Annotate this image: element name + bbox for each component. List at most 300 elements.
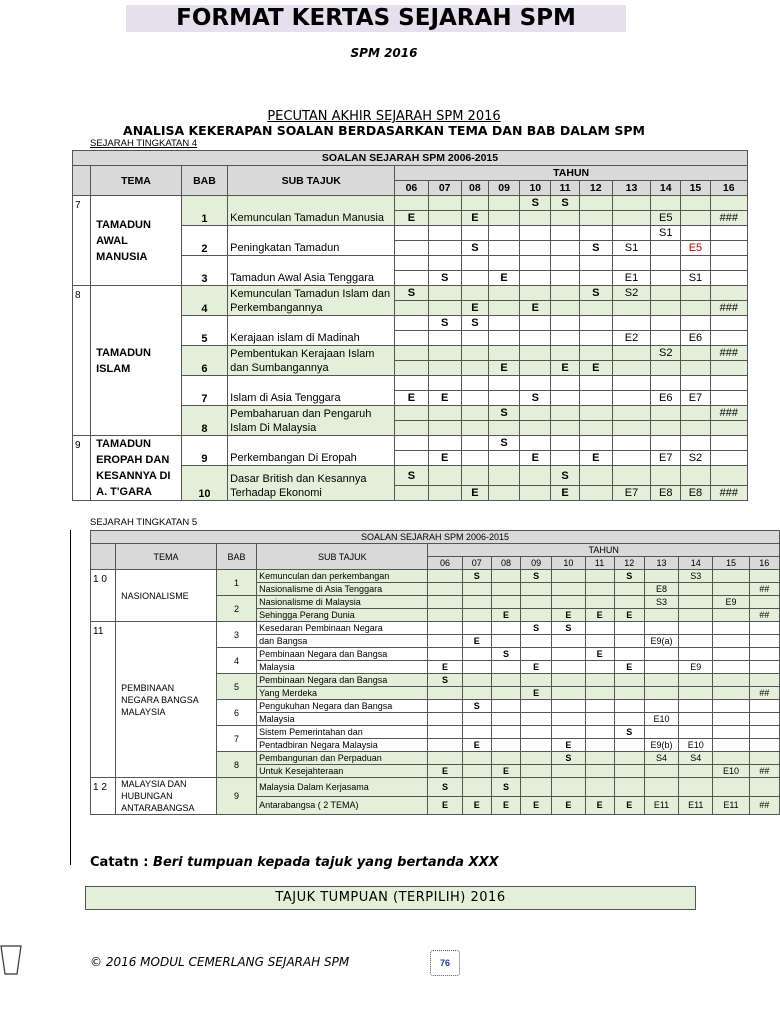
year-cell (462, 687, 491, 700)
note-label: Catatn : (90, 855, 154, 870)
year-cell (428, 196, 461, 211)
year-cell: E (488, 271, 519, 286)
year-cell (612, 346, 650, 361)
year-cell (491, 700, 520, 713)
year-cell (488, 466, 519, 486)
year-cell (614, 778, 644, 797)
year-cell (713, 752, 749, 765)
year-cell (461, 346, 488, 361)
year-cell (713, 661, 749, 674)
year-cell (551, 211, 579, 226)
year-cell (749, 739, 779, 752)
year-cell (710, 376, 747, 391)
year-cell: E (552, 609, 585, 622)
bab-number: 8 (181, 406, 227, 436)
year-cell (579, 271, 612, 286)
sub-topic: Pembentukan Kerajaan Islam dan Sumbangannya (228, 346, 395, 376)
year-cell (585, 778, 614, 797)
year-cell (395, 346, 428, 361)
year-cell (651, 316, 681, 331)
sub-topic: Kesedaran Pembinaan Negara (257, 622, 428, 635)
year-cell (713, 609, 749, 622)
year-cell (681, 211, 710, 226)
year-cell (552, 570, 585, 583)
year-cell: E (395, 391, 428, 406)
sub-topic: Pembinaan Negara dan Bangsa (257, 674, 428, 687)
year-cell (491, 726, 520, 739)
theme-number: 11 (91, 622, 116, 778)
focus-title-box: TAJUK TUMPUAN (TERPILIH) 2016 (85, 886, 696, 910)
year-cell (428, 713, 462, 726)
year-cell: S (395, 466, 428, 486)
year-cell (579, 421, 612, 436)
theme-name: PEMBINAAN NEGARA BANGSA MALAYSIA (116, 622, 217, 778)
year-cell (612, 211, 650, 226)
year-cell (713, 648, 749, 661)
year-cell (521, 648, 552, 661)
year-cell (612, 361, 650, 376)
year-cell (461, 196, 488, 211)
bab-number: 7 (181, 376, 227, 406)
year-cell (461, 436, 488, 451)
year-cell (428, 648, 462, 661)
year-cell (551, 421, 579, 436)
year-cell (520, 226, 551, 241)
year-cell (520, 316, 551, 331)
year-cell: S (552, 622, 585, 635)
section-subheading: ANALISA KEKERAPAN SOALAN BERDASARKAN TEMA DAN BAB DALAM SPM (123, 123, 645, 138)
year-cell (679, 609, 713, 622)
year-cell (749, 635, 779, 648)
year-cell (488, 331, 519, 346)
year-cell (651, 361, 681, 376)
year-cell (551, 391, 579, 406)
year-cell (552, 726, 585, 739)
bab-number: 3 (216, 622, 256, 648)
year-cell (681, 256, 710, 271)
year-cell: E7 (651, 451, 681, 466)
year-cell (461, 451, 488, 466)
year-cell: E10 (679, 739, 713, 752)
table-row (91, 778, 780, 797)
year-cell (428, 301, 461, 316)
year-cell (428, 700, 462, 713)
year-cell (491, 687, 520, 700)
year-cell: S (428, 271, 461, 286)
year-cell (710, 286, 747, 301)
year-cell (551, 301, 579, 316)
year-cell (579, 406, 612, 421)
column-header-tahun: TAHUN (428, 544, 780, 557)
sub-topic: Kemunculan Tamadun Manusia (228, 196, 395, 226)
year-cell (521, 752, 552, 765)
theme-name: TAMADUN ISLAM (91, 286, 182, 436)
year-cell (521, 726, 552, 739)
year-cell (681, 436, 710, 451)
sub-topic: Untuk Kesejahteraan (257, 765, 428, 778)
year-cell (614, 700, 644, 713)
year-cell (644, 674, 678, 687)
year-cell (644, 726, 678, 739)
year-cell (395, 301, 428, 316)
year-cell: E9 (713, 596, 749, 609)
year-cell (488, 486, 519, 501)
year-cell (521, 778, 552, 797)
year-cell: S2 (612, 286, 650, 301)
bab-number: 5 (216, 674, 256, 700)
year-cell (679, 596, 713, 609)
year-cell: ## (749, 765, 779, 778)
year-cell (644, 778, 678, 797)
year-cell: E5 (651, 211, 681, 226)
sub-topic: Perkembangan Di Eropah (228, 436, 395, 466)
year-cell (462, 583, 491, 596)
year-cell (462, 596, 491, 609)
year-cell: ## (749, 687, 779, 700)
year-cell (551, 316, 579, 331)
page-number: 76 (430, 950, 460, 976)
margin-rule (70, 530, 71, 865)
year-cell (488, 301, 519, 316)
note-text: Beri tumpuan kepada tajuk yang bertanda XXX (153, 855, 499, 870)
year-header: 07 (428, 181, 461, 196)
year-cell (679, 635, 713, 648)
year-cell (710, 331, 747, 346)
header-blank (73, 166, 91, 196)
year-cell (521, 765, 552, 778)
year-cell (713, 622, 749, 635)
year-header: 12 (579, 181, 612, 196)
year-cell: E9(b) (644, 739, 678, 752)
year-cell (585, 583, 614, 596)
year-cell: E (614, 796, 644, 815)
year-cell (681, 466, 710, 486)
year-cell (614, 583, 644, 596)
year-cell: E5 (681, 241, 710, 256)
year-cell: S4 (644, 752, 678, 765)
year-cell (491, 570, 520, 583)
sub-topic: Kemunculan Tamadun Islam dan Perkembangannya (228, 286, 395, 316)
sub-topic: Malaysia (257, 661, 428, 674)
year-cell (551, 436, 579, 451)
bab-number: 3 (181, 256, 227, 286)
year-cell: S (521, 622, 552, 635)
year-cell: S (461, 241, 488, 256)
year-cell (651, 301, 681, 316)
year-cell (612, 316, 650, 331)
year-cell: S (551, 196, 579, 211)
year-cell: S (579, 286, 612, 301)
year-cell: E (520, 301, 551, 316)
year-cell: E (428, 451, 461, 466)
year-cell (585, 752, 614, 765)
year-cell (462, 765, 491, 778)
year-cell (651, 196, 681, 211)
year-cell: S (520, 391, 551, 406)
table-row (73, 436, 748, 451)
year-cell (651, 466, 681, 486)
year-header: 09 (488, 181, 519, 196)
bab-number: 5 (181, 316, 227, 346)
table-row (91, 622, 780, 635)
year-cell (681, 316, 710, 331)
year-cell (749, 726, 779, 739)
table-row (73, 196, 748, 211)
year-cell (488, 391, 519, 406)
year-cell: E7 (612, 486, 650, 501)
year-cell (552, 583, 585, 596)
year-header: 11 (585, 557, 614, 570)
year-cell (461, 286, 488, 301)
year-cell (713, 635, 749, 648)
year-cell: E (521, 661, 552, 674)
theme-name: TAMADUN AWAL MANUSIA (91, 196, 182, 286)
year-cell (679, 674, 713, 687)
year-cell (681, 196, 710, 211)
year-cell: S2 (681, 451, 710, 466)
year-cell (681, 286, 710, 301)
year-cell (579, 211, 612, 226)
year-header: 16 (749, 557, 779, 570)
year-cell: S (491, 778, 520, 797)
year-cell (428, 486, 461, 501)
year-cell (521, 596, 552, 609)
year-cell (461, 421, 488, 436)
year-cell (551, 271, 579, 286)
year-cell (461, 226, 488, 241)
year-cell (710, 466, 747, 486)
year-cell: E (579, 361, 612, 376)
sub-topic: Malaysia (257, 713, 428, 726)
year-header: 16 (710, 181, 747, 196)
year-cell: E8 (651, 486, 681, 501)
year-cell (713, 739, 749, 752)
sub-topic: Kemunculan dan perkembangan (257, 570, 428, 583)
year-cell: E (395, 211, 428, 226)
year-cell (491, 713, 520, 726)
year-cell (395, 316, 428, 331)
year-header: 07 (462, 557, 491, 570)
year-cell: E (551, 361, 579, 376)
sub-topic: Peningkatan Tamadun (228, 226, 395, 256)
sub-topic: Pembangunan dan Perpaduan (257, 752, 428, 765)
year-cell (585, 661, 614, 674)
year-cell (488, 451, 519, 466)
year-header: 15 (713, 557, 749, 570)
year-cell (713, 726, 749, 739)
year-cell (488, 226, 519, 241)
year-cell (521, 609, 552, 622)
table-caption: SOALAN SEJARAH SPM 2006-2015 (91, 531, 780, 544)
bab-number: 6 (181, 346, 227, 376)
year-cell: S (488, 436, 519, 451)
year-cell (644, 648, 678, 661)
year-cell (552, 661, 585, 674)
sub-topic: Kerajaan islam di Madinah (228, 316, 395, 346)
year-cell: E (428, 391, 461, 406)
year-cell (713, 700, 749, 713)
year-cell (428, 583, 462, 596)
year-cell (681, 376, 710, 391)
year-cell: E (461, 211, 488, 226)
year-cell (612, 196, 650, 211)
year-cell (579, 226, 612, 241)
year-cell (710, 451, 747, 466)
year-cell: ## (749, 796, 779, 815)
year-cell (462, 609, 491, 622)
year-cell: E2 (612, 331, 650, 346)
year-cell (521, 674, 552, 687)
year-cell (644, 570, 678, 583)
year-cell: E8 (644, 583, 678, 596)
year-cell (428, 376, 461, 391)
year-cell (579, 331, 612, 346)
year-cell (551, 241, 579, 256)
year-header: 14 (679, 557, 713, 570)
year-cell (612, 256, 650, 271)
year-cell (612, 376, 650, 391)
year-cell (488, 211, 519, 226)
year-cell (552, 713, 585, 726)
year-cell (679, 713, 713, 726)
year-cell (552, 765, 585, 778)
year-cell: S (579, 241, 612, 256)
year-cell (651, 436, 681, 451)
year-cell (461, 466, 488, 486)
year-cell (749, 622, 779, 635)
theme-name: MALAYSIA DAN HUBUNGAN ANTARABANGSA (116, 778, 217, 815)
year-header: 13 (644, 557, 678, 570)
year-header: 14 (651, 181, 681, 196)
year-cell (461, 256, 488, 271)
year-cell (462, 752, 491, 765)
year-cell: ### (710, 211, 747, 226)
year-cell: S (614, 726, 644, 739)
theme-number: 9 (73, 436, 91, 501)
year-cell: E (462, 635, 491, 648)
year-cell (551, 406, 579, 421)
year-cell (551, 451, 579, 466)
year-cell (681, 226, 710, 241)
year-cell: S (395, 286, 428, 301)
form4-table (72, 150, 748, 501)
year-cell (585, 739, 614, 752)
year-cell: E (585, 796, 614, 815)
year-cell (651, 331, 681, 346)
year-cell (614, 596, 644, 609)
year-cell: E (488, 361, 519, 376)
year-header: 09 (521, 557, 552, 570)
year-cell (462, 622, 491, 635)
year-cell: S3 (679, 570, 713, 583)
year-cell (428, 361, 461, 376)
theme-number: 1 0 (91, 570, 116, 622)
year-cell: S (428, 778, 462, 797)
year-cell: E8 (681, 486, 710, 501)
year-cell (651, 421, 681, 436)
year-cell (551, 331, 579, 346)
year-cell (552, 687, 585, 700)
year-cell (521, 739, 552, 752)
year-cell (749, 778, 779, 797)
year-cell (491, 661, 520, 674)
year-cell (461, 391, 488, 406)
year-cell (491, 739, 520, 752)
year-cell (710, 361, 747, 376)
year-cell (428, 739, 462, 752)
year-cell (749, 713, 779, 726)
note (90, 855, 499, 870)
year-cell (552, 635, 585, 648)
year-cell (679, 648, 713, 661)
bab-number: 1 (216, 570, 256, 596)
year-cell: S4 (679, 752, 713, 765)
column-header-tema: TEMA (91, 166, 182, 196)
year-cell (651, 286, 681, 301)
year-cell (521, 713, 552, 726)
year-cell: S (488, 406, 519, 421)
year-header: 13 (612, 181, 650, 196)
column-header-subtajuk: SUB TAJUK (257, 544, 428, 570)
year-cell (428, 331, 461, 346)
year-cell (551, 286, 579, 301)
year-cell (395, 361, 428, 376)
year-cell (520, 361, 551, 376)
year-cell (520, 256, 551, 271)
year-cell (395, 256, 428, 271)
year-cell (428, 466, 461, 486)
year-header: 06 (395, 181, 428, 196)
year-cell: E6 (681, 331, 710, 346)
column-header-subtajuk: SUB TAJUK (228, 166, 395, 196)
year-cell (520, 241, 551, 256)
year-cell (520, 421, 551, 436)
year-cell: ### (710, 346, 747, 361)
year-cell (428, 570, 462, 583)
year-cell: E (551, 486, 579, 501)
year-cell (679, 765, 713, 778)
year-cell (428, 596, 462, 609)
year-cell (585, 570, 614, 583)
year-cell: E (552, 739, 585, 752)
year-cell (579, 486, 612, 501)
year-cell (679, 583, 713, 596)
year-cell (428, 726, 462, 739)
year-cell: S2 (651, 346, 681, 361)
year-cell: E1 (612, 271, 650, 286)
year-cell (710, 271, 747, 286)
year-cell: ### (710, 301, 747, 316)
year-cell (579, 466, 612, 486)
year-cell: S (552, 752, 585, 765)
year-cell (681, 421, 710, 436)
year-header: 10 (520, 181, 551, 196)
year-cell: E (461, 486, 488, 501)
sub-topic: Malaysia Dalam Kerjasama (257, 778, 428, 797)
year-header: 10 (552, 557, 585, 570)
year-cell (585, 635, 614, 648)
year-cell: E11 (644, 796, 678, 815)
bab-number: 2 (181, 226, 227, 256)
year-cell: ### (710, 486, 747, 501)
year-cell (651, 256, 681, 271)
year-cell (428, 346, 461, 361)
year-cell (612, 226, 650, 241)
year-cell (585, 622, 614, 635)
year-cell (428, 211, 461, 226)
year-cell (614, 648, 644, 661)
year-cell (644, 661, 678, 674)
